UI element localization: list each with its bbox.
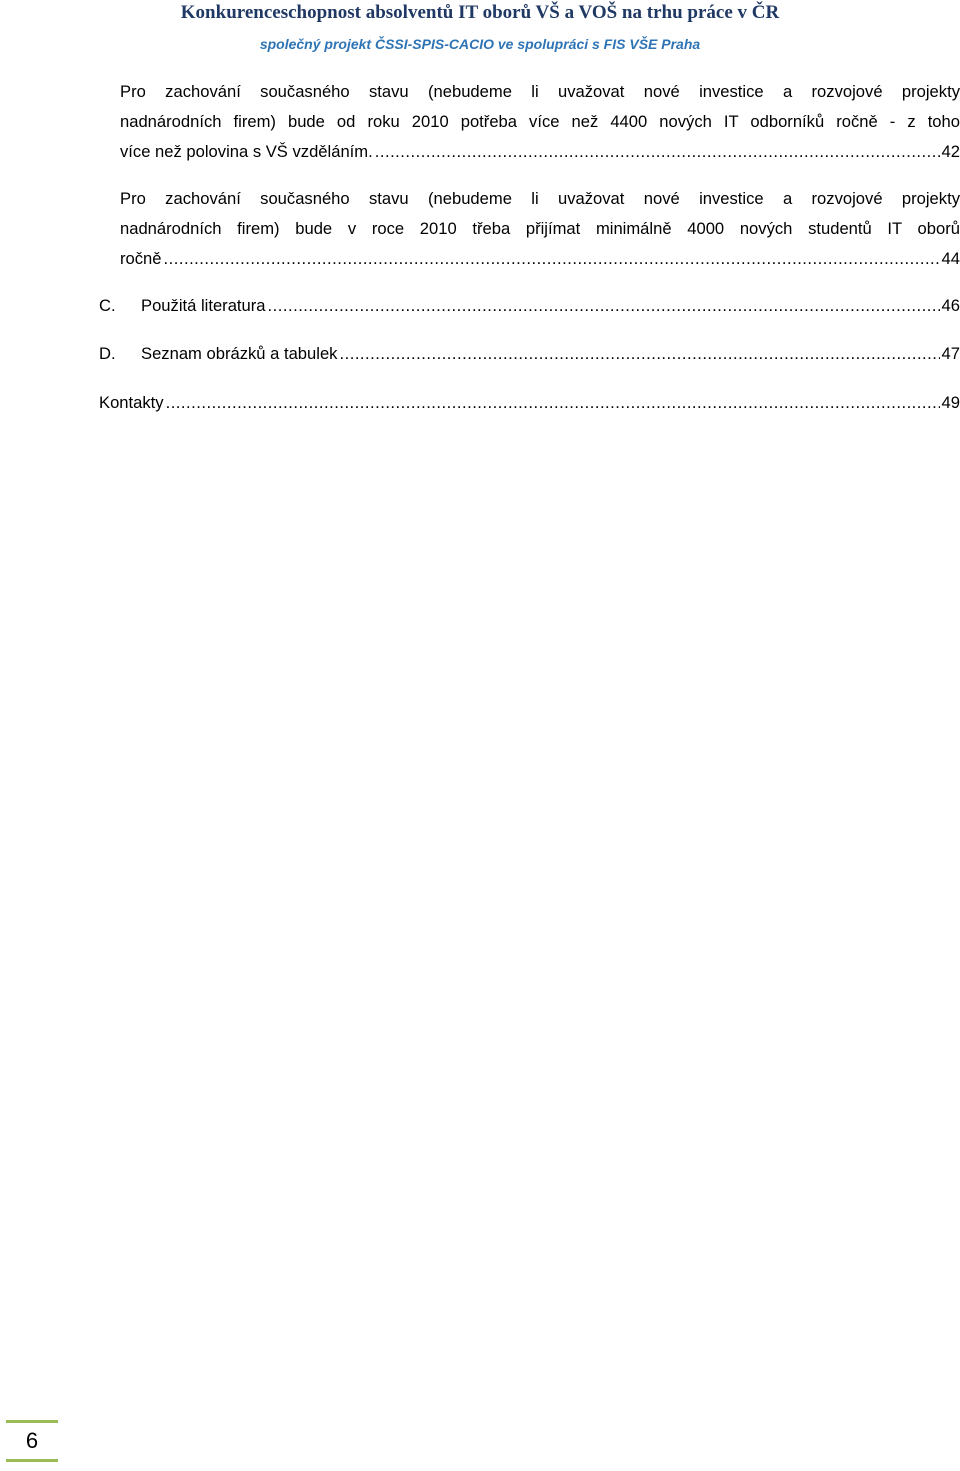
toc-entry-2[interactable] xyxy=(120,184,960,274)
toc-leader-dots xyxy=(268,291,940,321)
toc-entry-1-line-3 xyxy=(120,137,960,167)
toc-entry-1-line-1: Pro zachování současného stavu (nebudeme li uvažovat nové investice a rozvojové projekty xyxy=(120,82,960,101)
toc-entry-text: Seznam obrázků a tabulek xyxy=(141,344,338,363)
toc-entry-1[interactable] xyxy=(120,77,960,167)
page-number: 6 xyxy=(6,1420,58,1462)
toc-entry-2-text-end: ročně xyxy=(120,249,162,268)
toc-entry-2-line-3 xyxy=(120,244,960,274)
toc-entry-page: 49 xyxy=(941,393,960,412)
toc-entry-kontakty[interactable] xyxy=(99,388,960,418)
toc-leader-dots xyxy=(375,137,940,167)
toc-leader-dots xyxy=(166,388,940,418)
toc-leader-dots xyxy=(164,244,940,274)
toc-entry-2-page: 44 xyxy=(941,249,960,268)
toc-entry-1-line-2: nadnárodních firem) bude od roku 2010 potřeba více než 4400 nových IT odborníků ročně - z toho xyxy=(120,112,960,131)
toc-entry-2-line-1: Pro zachování současného stavu (nebudeme li uvažovat nové investice a rozvojové projekty xyxy=(120,189,960,208)
toc-entry-seznam-obrazku[interactable] xyxy=(99,339,960,369)
toc-entry-literatura[interactable] xyxy=(99,291,960,321)
toc-entry-1-text-end: více než polovina s VŠ vzděláním. xyxy=(120,142,373,161)
toc-entry-text: Použitá literatura xyxy=(141,296,266,315)
toc-entry-text: Kontakty xyxy=(99,393,164,412)
toc-entry-2-line-2: nadnárodních firem) bude v roce 2010 třeba přijímat minimálně 4000 nových studentů IT oborů xyxy=(120,219,960,238)
toc-entry-page: 47 xyxy=(941,344,960,363)
toc-leader-dots xyxy=(339,339,939,369)
toc-entry-1-page: 42 xyxy=(941,142,960,161)
header-subtitle: společný projekt ČSSI-SPIS-CACIO ve spolupráci s FIS VŠE Praha xyxy=(259,36,701,52)
header-title: Konkurenceschopnost absolventů IT oborů VŠ a VOŠ na trhu práce v ČR xyxy=(180,2,780,23)
toc-entry-label: C. xyxy=(99,296,116,315)
toc-entry-page: 46 xyxy=(941,296,960,315)
toc-entry-label: D. xyxy=(99,344,116,363)
